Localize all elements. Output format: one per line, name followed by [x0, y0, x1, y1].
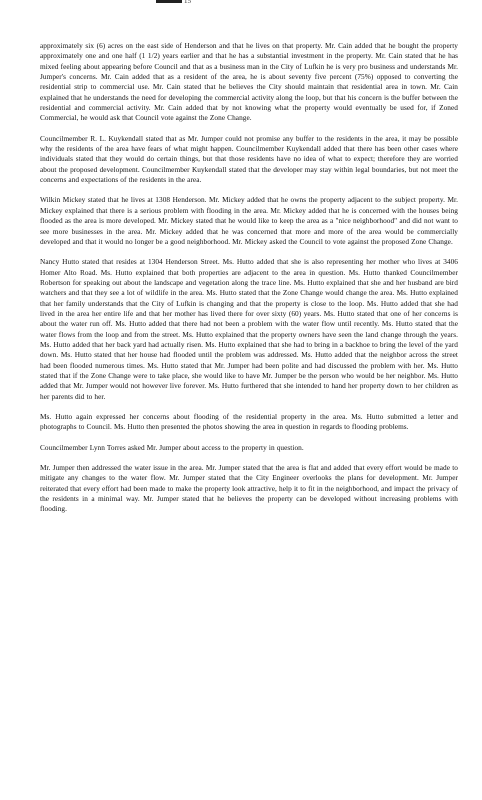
paragraph-hutto-testimony: Nancy Hutto stated that resides at 1304 Henderson Street. Ms. Hutto added that she is also representing her mother who lives at 3406 Homer Alto Road. Ms. Hutto explained that both properties are adjacent to the area in question. Ms. Hutto thanked Councilmember Robertson for speaking out about the landscape and vegetation along the trace line. Ms. Hutto explained that she and her husband are bird watchers and that they see a lot of wildlife in the area. Ms. Hutto stated that the Zone Change would change the area. Ms. Hutto explained that her family understands that the City of Lufkin is changing and that the property is close to the loop. Ms. Hutto added that she had lived in the area her entire life and that her mother has lived there for over sixty (60) years. Ms. Hutto stated that one of her concerns is about the water run off. Ms. Hutto added that there had not been a problem with the water flow until recently. Ms. Hutto stated that the water flows from the loop and from the street. Ms. Hutto explained that the property owners have seen the land change through the years. Ms. Hutto added that her back yard had actually risen. Ms. Hutto explained that she had to bring in a backhoe to bring the level of the yard down. Ms. Hutto stated that her house had flooded until the problem was addressed. Ms. Hutto added that the neighbor across the street had been flooded numerous times. Ms. Hutto stated that Mr. Jumper had been polite and had discussed the problem with her. Ms. Hutto stated that if the Zone Change were to take place, she would like to have Mr. Jumper be the person who would be her neighbor. Ms. Hutto added that Mr. Jumper would not however live forever. Ms. Hutto furthered that she intended to hand her property down to her children as her parents did to her.: [40, 257, 458, 401]
page-header-mark: [156, 0, 182, 3]
paragraph-cain-testimony: approximately six (6) acres on the east side of Henderson and that he lives on that property. Mr. Cain added that he bought the property approximately one and one half (1 1/2) years earlier and that he has a substantial investment in the property. Mr. Cain stated that he has mixed feeling about appearing before Council and that as a business man in the City of Lufkin he is very pro business and understands Mr. Jumper's concerns. Mr. Cain added that as a resident of the area, he is about seventy five percent (75%) opposed to converting the residential strip to commercial use. Mr. Cain stated that he believes the City should maintain that residential area in town. Mr. Cain explained that he understands the need for developing the commercial activity along the loop, but that his concern is the buffer between the residential and commercial activity. Mr. Cain added that by not knowing what the property would eventually be used for, if Zoned Commercial, he would ask that Council vote against the Zone Change.: [40, 41, 458, 123]
paragraph-hutto-flooding: Ms. Hutto again expressed her concerns about flooding of the residential property in the area. Ms. Hutto submitted a letter and photographs to Council. Ms. Hutto then presented the photos showing the area in question in regards to flooding problems.: [40, 412, 458, 432]
page-number: 15: [184, 0, 191, 5]
paragraph-torres-question: Councilmember Lynn Torres asked Mr. Jumper about access to the property in question.: [40, 442, 304, 452]
minutes-body: [40, 41, 458, 525]
paragraph-jumper-response: Mr. Jumper then addressed the water issue in the area. Mr. Jumper stated that the area is flat and added that every effort would be made to mitigate any changes to the water flow. Mr. Jumper stated that the City Engineer overlooks the plans for development. Mr. Jumper reiterated that every effort had been made to make the property look attractive, help it to fit in the neighborhood, and impact the privacy of the residents in a minimal way. Mr. Jumper stated that he believes the property can be developed without increasing problems with flooding.: [40, 463, 458, 514]
paragraph-kuykendall-comments: Councilmember R. L. Kuykendall stated that as Mr. Jumper could not promise any buffer to the residents in the area, it may be possible why the residents of the area have fears of what might happen. Councilmember Kuykendall added that there has been other cases where individuals stated that they would do certain things, but that those residents have no idea of what to expect; therefore they are worried about the proposed development. Councilmember Kuykendall stated that the developer may stay within legal boundaries, but not meet the concerns and expectations of the residents in the area.: [40, 133, 458, 185]
paragraph-mickey-testimony: Wilkin Mickey stated that he lives at 1308 Henderson. Mr. Mickey added that he owns the property adjacent to the subject property. Mr. Mickey explained that there is a serious problem with flooding in the area. Mr. Mickey added that he is concerned with the houses being flooded as the area is more developed. Mr. Mickey stated that he would like to keep the area as a "nice neighborhood" and did not want to see more businesses in the area. Mr. Mickey added that he was concerned that more and more of the area would be commercially developed and that it would no longer be a good neighborhood. Mr. Mickey asked the Council to vote against the proposed Zone Change.: [40, 195, 458, 246]
